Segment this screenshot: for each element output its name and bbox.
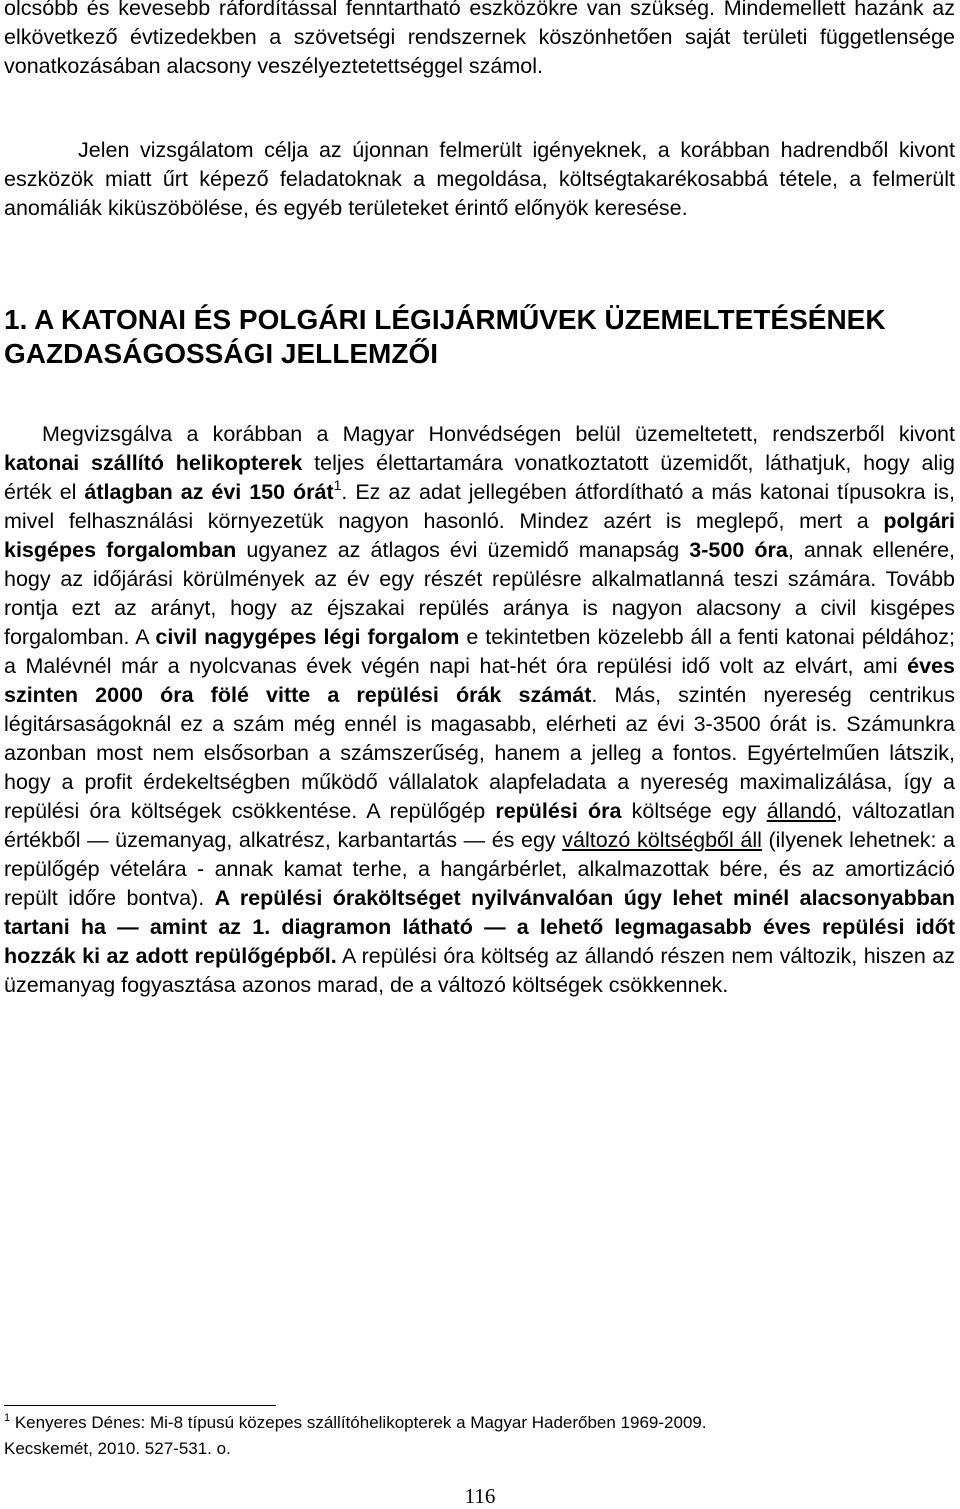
section-heading: 1. A KATONAI ÉS POLGÁRI LÉGIJÁRMŰVEK ÜZEMELTETÉSÉNEK GAZDASÁGOSSÁGI JELLEMZŐI (4, 304, 886, 369)
footnote-reference[interactable]: 1 (333, 477, 342, 493)
footnote-text: Kenyeres Dénes: Mi-8 típusú közepes szállítóhelikopterek a Magyar Haderőben 1969-2009. (10, 1413, 707, 1432)
text-run: A repülési óra költség az állandó részen nem változik, hiszen az üzemanyag fogyasztása azonos marad, de a változó költségek csökkennek. (4, 944, 955, 997)
text-run: (ilyenek lehetnek: a repülőgép vételára - annak kamat terhe, a hangárbérlet, alkalmazottak bére, és az amortizáció repült időre bontva). (4, 828, 955, 910)
bold-run: repülési óra (495, 799, 622, 823)
text-run: . Más, szintén nyereség centrikus légitársaságoknál ez a szám még ennél is magasabb, elérheti az évi 3-3500 órát is. Számunkra azonban most nem elsősorban a számszerűség, hanem a jelleg a fontos. Egyértelműen látszik, hogy a profit érdekeltségben működő vállalatok alapfeladata a nyereség maximalizálása, így a repülési óra költségek csökkentése. A repülőgép (4, 683, 955, 823)
continuation-paragraph: olcsóbb és kevesebb ráfordítással fenntartható eszközökre van szükség. Mindemellett hazánk az elkövetkező évtizedekben a szövetségi rendszernek köszönhetően saját területi függetlensége vonatkozásában alacsony veszélyeztetettséggel számol. (4, 0, 955, 78)
bold-run: katonai szállító helikopterek (4, 451, 303, 475)
text-run: , változatlan értékből — üzemanyag, alkatrész, karbantartás — és egy (4, 799, 955, 852)
footnote (4, 1410, 944, 1462)
text-run: e tekintetben közelebb áll a fenti katonai példához; a Malévnél már a nyolcvanas évek végén napi hat-hét óra repülési idő volt az elvárt, ami (4, 625, 955, 678)
text-run: költsége egy (621, 799, 767, 823)
footnote-line: Kecskemét, 2010. 527-531. o. (4, 1439, 231, 1458)
text-run: teljes élettartamára vonatkoztatott üzemidőt, láthatjuk, hogy alig érték el (4, 451, 955, 504)
text-run: ugyanez az átlagos évi üzemidő manapság (236, 538, 690, 562)
main-paragraph (4, 420, 955, 1000)
bold-run: átlagban az évi 150 órát (84, 480, 334, 504)
footnote-line (4, 1410, 944, 1436)
text-run: , annak ellenére, hogy az időjárási körülmények az év egy részét repülésre alkalmatlanná teszi számára. Tovább rontja ezt az arányt, hogy az éjszakai repülés aránya is nagyon alacsony a civil kisgépes forgalomban. A (4, 538, 955, 649)
page-number: 116 (464, 1484, 496, 1508)
footnote-mark: 1 (4, 1412, 11, 1424)
bold-run: civil nagygépes légi forgalom (155, 625, 460, 649)
text-run: . Ez az adat jellegében átfordítható a más katonai típusokra is, mivel felhasználási környezetük nagyon hasonló. Mindez azért is meglepő, mert a (4, 480, 955, 533)
footnote-separator (4, 1405, 276, 1406)
bold-run: éves szinten 2000 óra fölé vitte a repülési órák számát (4, 654, 955, 707)
text-run: Megvizsgálva a korábban a Magyar Honvédségen belül üzemeltetett, rendszerből kivont (42, 422, 955, 446)
bold-run: 3-500 óra (689, 538, 788, 562)
aim-paragraph: Jelen vizsgálatom célja az újonnan felmerült igényeknek, a korábban hadrendből kivont eszközök miatt űrt képező feladatoknak a megoldása, költségtakarékosabbá tétele, a felmerült anomáliák kiküszöbölése, és egyéb területeket érintő előnyök keresése. (4, 138, 955, 220)
underlined-run: változó költségből áll (562, 828, 762, 852)
underlined-run: állandó (766, 799, 837, 823)
bold-run: A repülési óraköltséget nyilvánvalóan úgy lehet minél alacsonyabban tartani ha — amint az 1. diagramon látható — a lehető legmagasabb éves repülési időt hozzák ki az adott repülőgépből. (4, 886, 955, 968)
bold-run: polgári kisgépes forgalomban (4, 509, 955, 562)
